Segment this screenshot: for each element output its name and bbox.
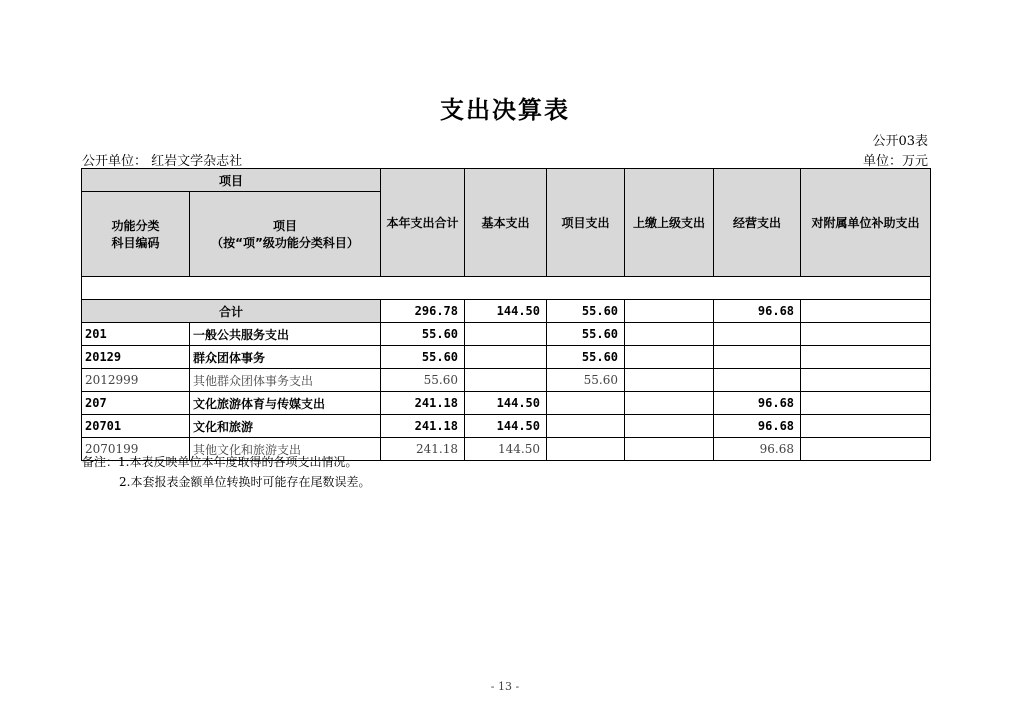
page-number: - 13 -	[490, 680, 520, 693]
row-value	[625, 369, 714, 392]
header-total-expenditure: 本年支出合计	[381, 169, 465, 277]
row-value	[714, 346, 801, 369]
page-title: 支出决算表	[440, 96, 570, 124]
note-line-1: 备注：1.本表反映单位本年度取得的各项支出情况。	[82, 455, 358, 469]
row-value: 96.68	[714, 415, 801, 438]
table-row	[82, 392, 931, 415]
row-value	[801, 323, 931, 346]
note-line-2: 2.本套报表金额单位转换时可能存在尾数误差。	[119, 475, 371, 489]
table-row	[82, 369, 931, 392]
notes	[82, 452, 370, 492]
row-value: 144.50	[465, 438, 547, 461]
header-operating-expenditure: 经营支出	[714, 169, 801, 277]
total-value: 296.78	[381, 300, 465, 323]
total-value: 144.50	[465, 300, 547, 323]
row-value: 241.18	[381, 392, 465, 415]
header-project-group: 项目	[82, 169, 381, 192]
row-name: 其他文化和旅游支出	[190, 438, 381, 461]
row-value: 96.68	[714, 438, 801, 461]
row-value	[547, 415, 625, 438]
total-value	[625, 300, 714, 323]
total-value: 55.60	[547, 300, 625, 323]
row-code: 201	[82, 323, 190, 346]
row-code: 2070199	[82, 438, 190, 461]
total-value	[801, 300, 931, 323]
row-value: 144.50	[465, 392, 547, 415]
table-row	[82, 323, 931, 346]
expenditure-table	[81, 168, 931, 461]
row-value: 144.50	[465, 415, 547, 438]
row-value	[801, 415, 931, 438]
header-remit-upper: 上缴上级支出	[625, 169, 714, 277]
row-value: 96.68	[714, 392, 801, 415]
table-row	[82, 346, 931, 369]
row-code: 2012999	[82, 369, 190, 392]
row-value	[465, 346, 547, 369]
header-project-name-line2: （按“项”级功能分类科目）	[211, 236, 359, 250]
total-value: 96.68	[714, 300, 801, 323]
row-value	[465, 323, 547, 346]
row-value	[714, 323, 801, 346]
row-value: 55.60	[381, 323, 465, 346]
row-value: 55.60	[381, 369, 465, 392]
header-divider	[82, 277, 931, 300]
row-value	[547, 438, 625, 461]
row-value	[625, 438, 714, 461]
row-value: 55.60	[547, 369, 625, 392]
row-value	[801, 438, 931, 461]
row-code: 207	[82, 392, 190, 415]
header-project-name	[190, 192, 381, 277]
header-subsidiary-subsidy: 对附属单位补助支出	[801, 169, 931, 277]
row-value: 55.60	[381, 346, 465, 369]
row-code: 20129	[82, 346, 190, 369]
table-row	[82, 415, 931, 438]
row-value	[801, 369, 931, 392]
header-project-name-line1: 项目	[273, 219, 298, 233]
header-function-code-line1: 功能分类	[111, 219, 160, 233]
row-value: 55.60	[547, 346, 625, 369]
currency-unit: 单位：万元	[862, 154, 928, 169]
row-value	[465, 369, 547, 392]
row-value	[801, 346, 931, 369]
total-row	[82, 300, 931, 323]
row-value	[625, 392, 714, 415]
row-value	[547, 392, 625, 415]
reporting-unit: 公开单位： 红岩文学杂志社	[82, 154, 243, 169]
row-value	[801, 392, 931, 415]
header-basic-expenditure: 基本支出	[465, 169, 547, 277]
row-name: 文化和旅游	[190, 415, 381, 438]
row-value: 55.60	[547, 323, 625, 346]
form-number: 公开03表	[872, 134, 928, 149]
row-name: 群众团体事务	[190, 346, 381, 369]
row-value	[625, 323, 714, 346]
row-value	[714, 369, 801, 392]
row-name: 文化旅游体育与传媒支出	[190, 392, 381, 415]
row-value: 241.18	[381, 438, 465, 461]
row-code: 20701	[82, 415, 190, 438]
row-name: 一般公共服务支出	[190, 323, 381, 346]
row-value	[625, 415, 714, 438]
row-value	[625, 346, 714, 369]
total-label: 合计	[82, 300, 381, 323]
header-project-expenditure: 项目支出	[547, 169, 625, 277]
row-value: 241.18	[381, 415, 465, 438]
header-function-code	[82, 192, 190, 277]
header-function-code-line2: 科目编码	[111, 236, 160, 250]
row-name: 其他群众团体事务支出	[190, 369, 381, 392]
